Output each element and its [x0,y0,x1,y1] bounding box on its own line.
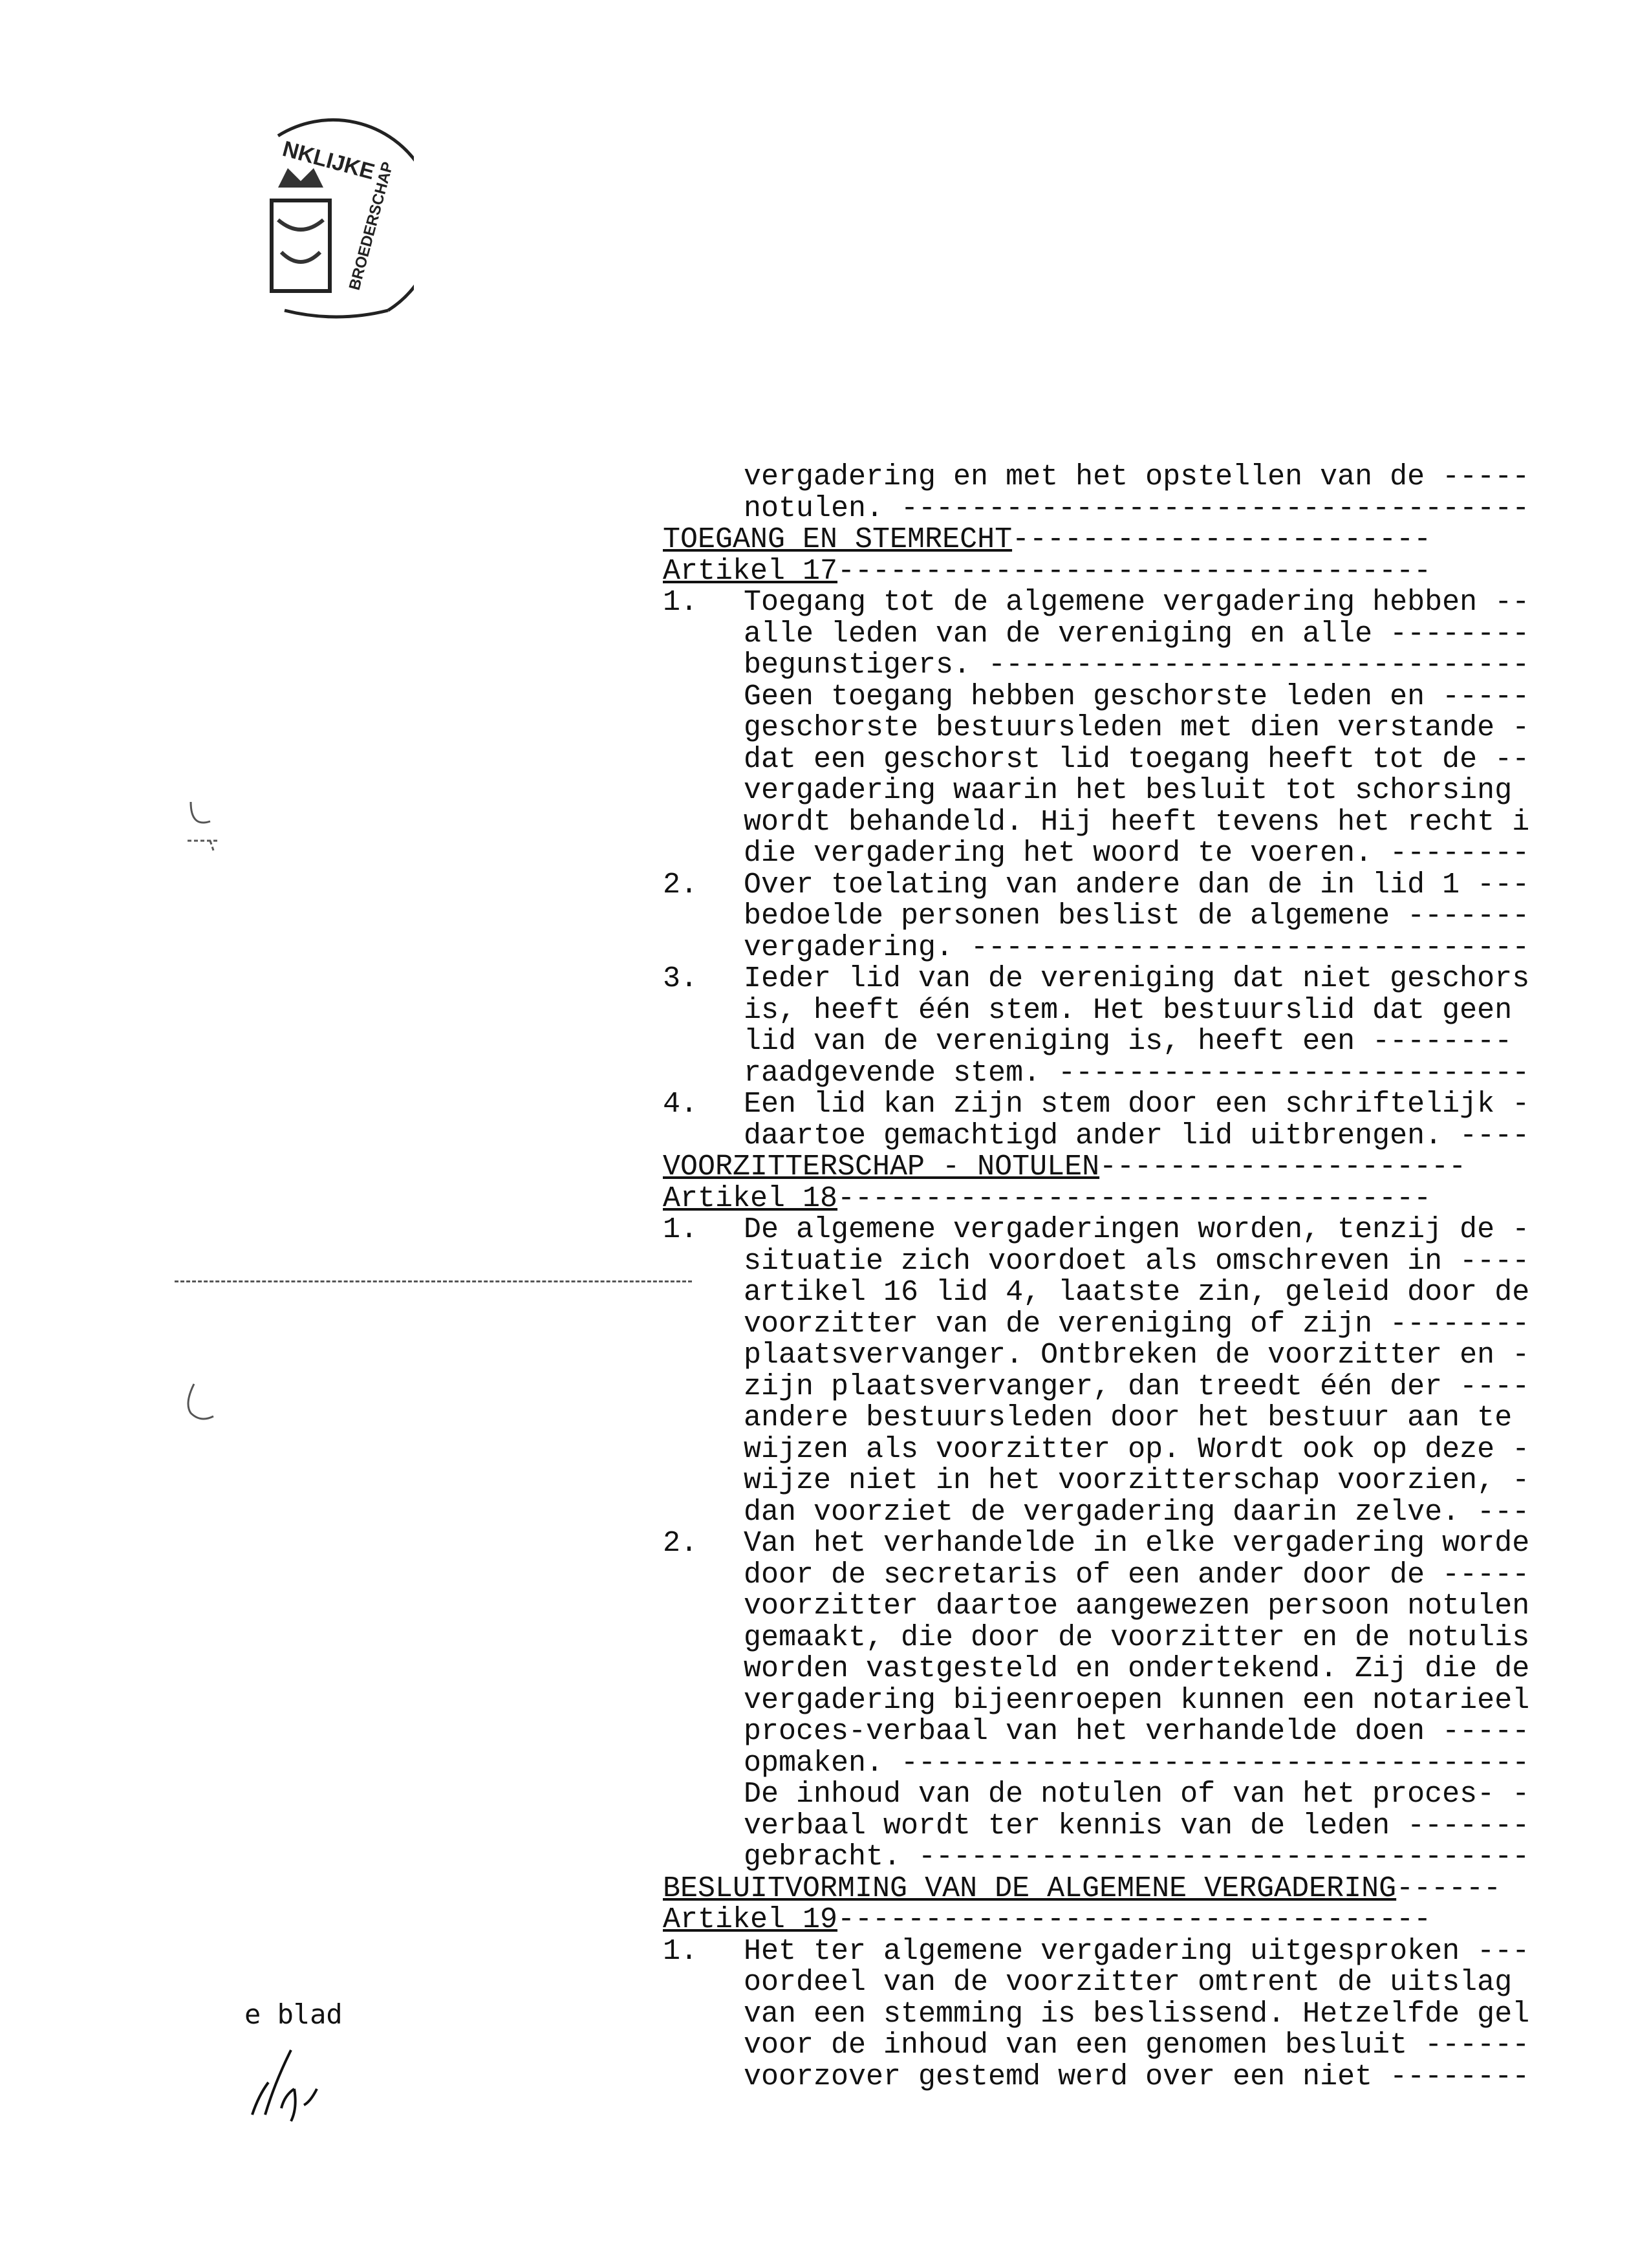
line-text: voor de inhoud van een genomen besluit ------ [744,2029,1530,2062]
line-text: Over toelating van andere dan de in lid 1 --- [744,868,1530,902]
text-line [663,1967,1646,1999]
text-line [663,2030,1646,2062]
section-heading [663,1905,1646,1936]
heading-text: TOEGANG EN STEMRECHT [663,523,1013,556]
line-text: bedoelde personen beslist de algemene ------- [744,900,1530,933]
line-text: is, heeft één stem. Het bestuurslid dat geen [744,993,1513,1027]
heading-fill: ------ [1396,1872,1502,1905]
text-line [663,1372,1646,1403]
text-line [663,1309,1646,1341]
line-text: wordt behandeld. Hij heeft tevens het recht i [744,805,1530,839]
line-text: Toegang tot de algemene vergadering hebben -- [744,586,1530,619]
line-text: andere bestuursleden door het bestuur aan te [744,1401,1513,1434]
seal-stamp [259,116,414,330]
line-text: Het ter algemene vergadering uitgesproken --- [744,1934,1530,1968]
line-text: vergadering. -------------------------------- [744,931,1530,964]
line-text: Van het verhandelde in elke vergadering worde [744,1527,1530,1560]
line-text: die vergadering het woord te voeren. -------- [744,837,1530,870]
item-number: 4. [663,1088,698,1121]
text-line [663,775,1646,807]
section-heading [663,1874,1646,1905]
heading-text: Artikel 19 [663,1903,838,1936]
text-line [663,1685,1646,1717]
margin-mark [181,1377,226,1429]
text-line [663,1246,1646,1278]
text-line [663,870,1646,902]
line-text: Geen toegang hebben geschorste leden en ----- [744,680,1530,713]
line-text: vergadering bijeenroepen kunnen een notarieel [744,1683,1530,1717]
line-text: zijn plaatsvervanger, dan treedt één der ---- [744,1370,1530,1403]
text-line [663,1654,1646,1685]
item-number: 1. [663,1213,698,1246]
section-heading [663,1183,1646,1215]
text-line [663,1999,1646,2031]
item-number: 3. [663,962,698,995]
text-line [663,1026,1646,1058]
text-line [663,1591,1646,1623]
text-line [663,462,1646,493]
text-line [663,1936,1646,1968]
text-line [663,995,1646,1027]
section-heading [663,1152,1646,1183]
text-line [663,1748,1646,1780]
heading-fill: ---------------------------------- [837,1903,1432,1936]
line-text: wijze niet in het voorzitterschap voorzien, - [744,1464,1530,1497]
text-line [663,807,1646,839]
line-text: door de secretaris of een ander door de ----- [744,1558,1530,1592]
line-text: De algemene vergaderingen worden, tenzij de - [744,1213,1530,1246]
line-text: lid van de vereniging is, heeft een -------- [744,1025,1513,1058]
text-line [663,1497,1646,1529]
document-body [663,462,1646,2143]
text-line [663,1560,1646,1592]
text-line [663,1623,1646,1654]
text-line [663,1058,1646,1090]
text-line [663,1277,1646,1309]
text-line [663,1434,1646,1466]
line-text: voorzover gestemd werd over een niet -------- [744,2060,1530,2093]
line-text: van een stemming is beslissend. Hetzelfde gel [744,1997,1530,2031]
line-text: De inhoud van de notulen of van het proces- - [744,1778,1530,1811]
heading-fill: ------------------------ [1012,523,1432,556]
heading-text: BESLUITVORMING VAN DE ALGEMENE VERGADERING [663,1872,1397,1905]
text-line [663,650,1646,682]
line-text: gemaakt, die door de voorzitter en de notulis [744,1621,1530,1654]
text-line [663,713,1646,744]
text-line [663,682,1646,713]
heading-fill: --------------------- [1099,1150,1467,1183]
margin-mark [184,795,236,854]
heading-fill: ---------------------------------- [837,1182,1432,1215]
text-line [663,1121,1646,1152]
text-line [663,933,1646,964]
line-text: raadgevende stem. --------------------------- [744,1056,1530,1090]
margin-note: e blad [244,1998,343,2030]
heading-text: Artikel 18 [663,1182,838,1215]
heading-text: VOORZITTERSCHAP - NOTULEN [663,1150,1100,1183]
line-text: proces-verbaal van het verhandelde doen ----- [744,1715,1530,1748]
line-text: artikel 16 lid 4, laatste zin, geleid door de [744,1276,1530,1309]
heading-text: Artikel 17 [663,554,838,588]
line-text: situatie zich voordoet als omschreven in ---- [744,1244,1530,1278]
svg-text:BROEDERSCHAP: BROEDERSCHAP [345,160,397,292]
line-text: alle leden van de vereniging en alle -------- [744,617,1530,651]
line-text: begunstigers. ------------------------------- [744,649,1530,682]
text-line [663,744,1646,776]
text-line [663,1528,1646,1560]
text-line [663,619,1646,651]
text-line [663,2062,1646,2093]
text-line [663,493,1646,525]
line-text: daartoe gemachtigd ander lid uitbrengen. ---- [744,1119,1530,1152]
text-line [663,838,1646,870]
line-text: wijzen als voorzitter op. Wordt ook op deze - [744,1432,1530,1466]
line-text: oordeel van de voorzitter omtrent de uitslag [744,1966,1513,1999]
signature-icon [246,2044,349,2128]
line-text: notulen. ------------------------------------ [744,491,1530,525]
line-text: worden vastgesteld en ondertekend. Zij die de [744,1652,1530,1685]
text-line [663,1842,1646,1874]
text-line [663,1779,1646,1811]
text-line [663,1340,1646,1372]
line-text: verbaal wordt ter kennis van de leden ------- [744,1809,1530,1842]
text-line [663,1716,1646,1748]
text-line [663,587,1646,619]
line-text: vergadering waarin het besluit tot schorsing [744,774,1513,807]
line-text: geschorste bestuursleden met dien verstande - [744,711,1530,744]
item-number: 1. [663,1934,698,1968]
item-number: 1. [663,586,698,619]
line-text: plaatsvervanger. Ontbreken de voorzitter en - [744,1339,1530,1372]
text-line [663,1811,1646,1842]
text-line [663,1465,1646,1497]
heading-fill: ---------------------------------- [837,554,1432,588]
text-line [663,1403,1646,1434]
item-number: 2. [663,868,698,902]
line-text: vergadering en met het opstellen van de ----- [744,462,1530,493]
margin-dash-line [175,1280,692,1282]
line-text: dan voorziet de vergadering daarin zelve. --- [744,1495,1530,1529]
section-heading [663,524,1646,556]
section-heading [663,556,1646,588]
line-text: Ieder lid van de vereniging dat niet geschors [744,962,1530,995]
line-text: voorzitter daartoe aangewezen persoon notulen [744,1590,1530,1623]
item-number: 2. [663,1527,698,1560]
text-line [663,1215,1646,1246]
line-text: gebracht. ----------------------------------- [744,1841,1530,1874]
line-text: opmaken. ------------------------------------ [744,1746,1530,1780]
line-text: voorzitter van de vereniging of zijn -------- [744,1307,1530,1341]
svg-text:NKLIJKE: NKLIJKE [279,136,378,185]
line-text: dat een geschorst lid toegang heeft tot de -- [744,742,1530,776]
line-text: Een lid kan zijn stem door een schriftelijk - [744,1088,1530,1121]
text-line [663,1089,1646,1121]
text-line [663,901,1646,933]
text-line [663,964,1646,995]
